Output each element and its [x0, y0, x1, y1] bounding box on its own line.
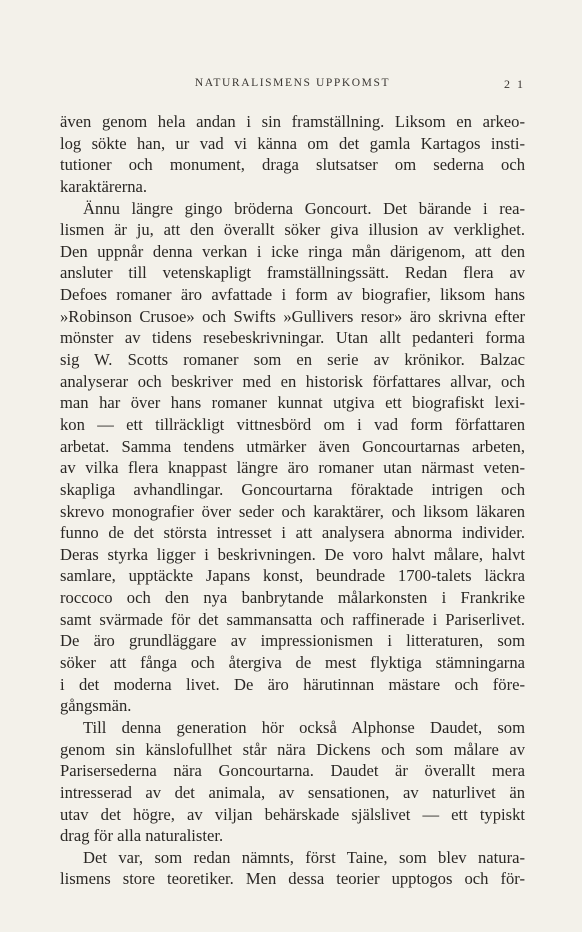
text-line: Till denna generation hör också Alphonse Daudet, som [83, 717, 525, 737]
text-line: lismen är ju, att den överallt söker giva illusion av verklighet. [60, 220, 525, 240]
text-line: samt svärmade för det sammansatta och raffinerade i Pariserlivet. [60, 609, 525, 629]
text-line: genom sin känslofullhet står nära Dickens och som målare av [60, 739, 525, 759]
text-line: Den uppnår denna verkan i icke ringa mån därigenom, att den [60, 241, 525, 261]
text-line: »Robinson Crusoe» och Swifts »Gullivers resor» äro skrivna efter [60, 306, 525, 326]
text-line: samlare, upptäckte Japans konst, beundrade 1700-talets läckra [60, 566, 525, 586]
text-line: funno de det största intresset i att analysera abnorma individer. [60, 523, 525, 543]
text-line: log sökte han, ur vad vi känna om det gamla Kartagos insti- [60, 133, 525, 153]
body-text [60, 111, 525, 890]
text-line: gångsmän. [60, 696, 132, 716]
text-line: även genom hela andan i sin framställning. Liksom en arkeo- [60, 112, 525, 131]
text-line: Det var, som redan nämnts, först Taine, som blev natura- [83, 847, 525, 867]
text-line: Deras styrka ligger i beskrivningen. De voro halvt målare, halvt [60, 544, 525, 564]
text-line: söker att fånga och återgiva de mest flyktiga stämningarna [60, 653, 525, 673]
text-line: Parisersederna nära Goncourtarna. Daudet är överallt mera [60, 761, 525, 781]
text-line: skrevo monografier över seder och karaktärer, och liksom läkaren [60, 501, 525, 521]
text-line: sig W. Scotts romaner som en serie av krönikor. Balzac [60, 350, 525, 370]
text-line: kon — ett tillräckligt vittnesbörd om i vad form författaren [60, 414, 525, 434]
text-line: mönster av tidens resebeskrivningar. Utan allt pedanteri forma [60, 328, 525, 348]
text-line: roccoco och den nya banbrytande målarkonsten i Frankrike [60, 588, 525, 608]
text-line: Ännu längre gingo bröderna Goncourt. Det bärande i rea- [83, 198, 525, 218]
text-line: ansluter till vetenskapligt framställningssätt. Redan flera av [60, 263, 525, 283]
text-line: karaktärerna. [60, 176, 148, 196]
text-line: man har över hans romaner kunnat utgiva ett biografiskt lexi- [60, 393, 525, 413]
text-line: i det moderna livet. De äro härutinnan mästare och före- [60, 674, 525, 694]
text-line: Defoes romaner äro avfattade i form av biografier, liksom hans [60, 285, 525, 305]
page-number: 2 1 [504, 77, 525, 91]
text-line: tutioner och monument, draga slutsatser om sederna och [60, 155, 525, 175]
text-line: intresserad av det animala, av sensationen, av naturlivet än [60, 782, 525, 802]
text-line: De äro grundläggare av impressionismen i litteraturen, som [60, 631, 525, 651]
page-header [60, 77, 525, 95]
text-line: lismens store teoretiker. Men dessa teorier upptogos och för- [60, 869, 525, 889]
text-line: utav det högre, av viljan behärskade själslivet — ett typiskt [60, 804, 525, 824]
text-line: arbetat. Samma tendens utmärker även Goncourtarnas arbeten, [60, 436, 525, 456]
text-line: drag för alla naturalister. [60, 826, 224, 846]
running-head: NATURALISMENS UPPKOMST [194, 77, 391, 89]
text-line: skapliga avhandlingar. Goncourtarna föraktade intrigen och [60, 479, 525, 499]
text-line: analyserar och beskriver med en historisk författares allvar, och [60, 371, 525, 391]
text-line: av vilka flera knappast längre äro romaner utan närmast veten- [60, 458, 525, 478]
